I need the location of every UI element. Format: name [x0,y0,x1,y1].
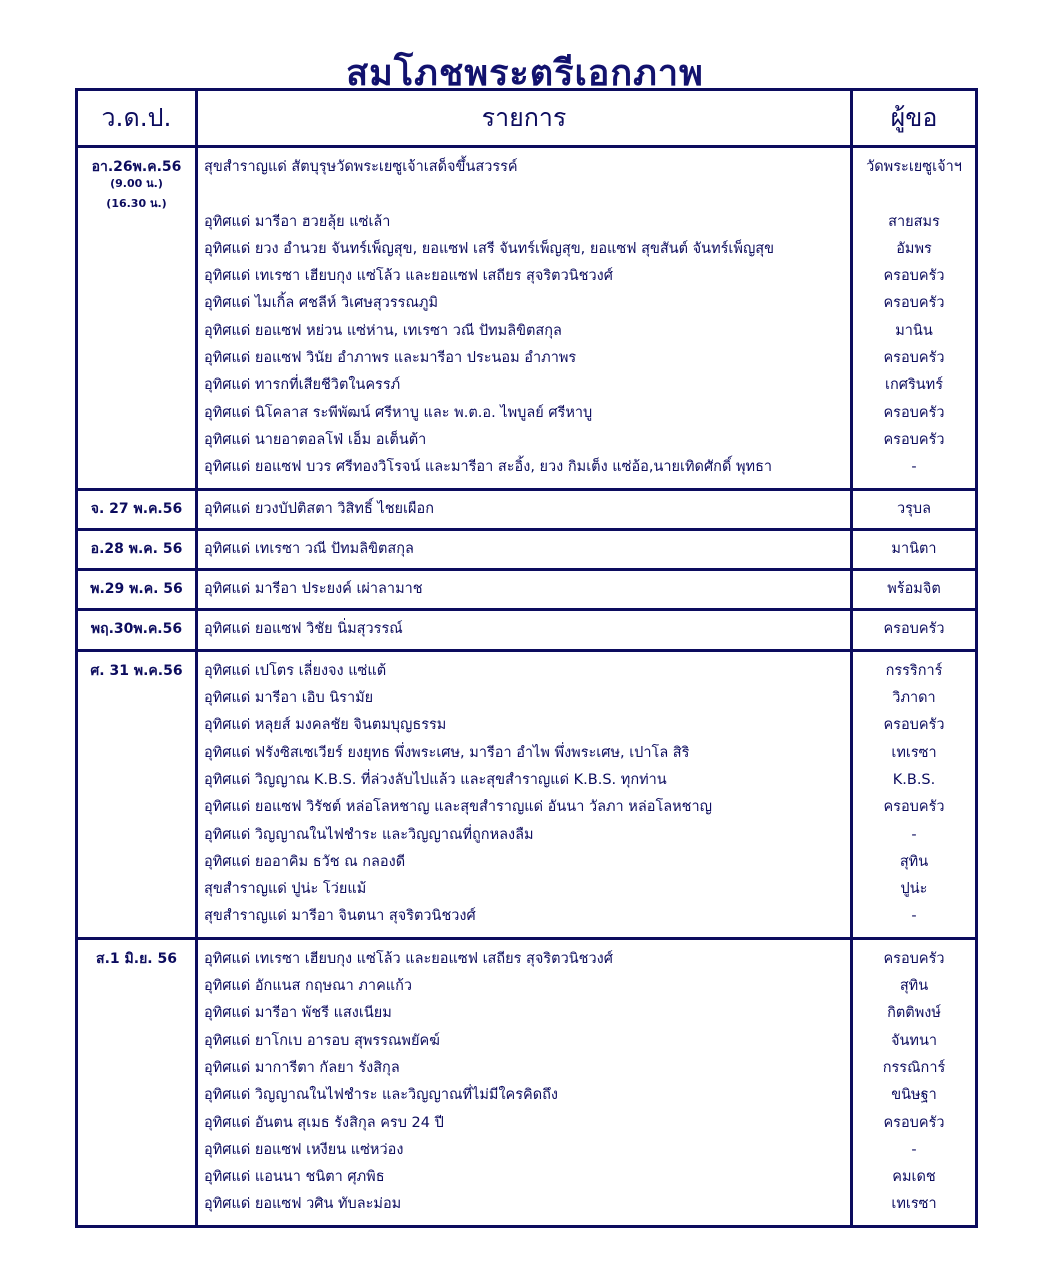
requester-cell [852,570,977,610]
intention-item: อุทิศแด่ เทเรซา เฮียบกุง แซ่โล้ว และยอแซฟ เสถียร สุจริตวนิชวงศ์ [204,950,613,967]
requester-name: ครอบครัว [883,621,945,638]
intention-item: อุทิศแด่ ยอแซฟ วิชัย นิ่มสุวรรณ์ [204,621,403,638]
intention-item: อุทิศแด่ นายอาตอลโฟ่ เอ็ม อเต็นต้า [204,431,427,448]
date-group [77,650,977,938]
requester-name: พร้อมจิต [887,581,941,598]
date-group [77,938,977,1226]
intention-item: สุขสำราญแด่ มารีอา จินตนา สุจริตวนิชวงศ์ [204,908,476,925]
requester-name: ครอบครัว [883,404,945,421]
requester-name: กรรณิการ์ [882,1059,946,1076]
requester-name: สุทิน [899,978,929,995]
requester-name: ครอบครัว [883,295,945,312]
requester-name: ครอบครัว [883,799,945,816]
intention-item: อุทิศแด่ มารีอา ฮวยลุ้ย แซ่เล้า [204,213,391,230]
mass-time: (9.00 น.) [110,177,163,191]
intention-item: อุทิศแด่ ยอแซฟ เหงียน แซ่หว่อง [204,1141,404,1158]
intention-item: สุขสำราญแด่ สัตบุรุษวัดพระเยซูเจ้าเสด็จขึ้นสวรรค์ [204,159,518,175]
date-label: พ.29 พ.ค. 56 [90,581,183,598]
intention-item: อุทิศแด่ แอนนา ชนิตา ศุภพิธ [204,1169,385,1186]
intention-item: อุทิศแด่ ยอแซฟ หย่วน แซ่ห่าน, เทเรซา วณี ปัทมลิขิตสกุล [204,322,562,339]
requester-name [857,181,971,208]
intention-item [204,181,846,208]
date-label: อ.28 พ.ค. 56 [90,540,183,557]
requester-name: มานิตา [891,540,937,557]
header-item: รายการ [197,90,852,147]
requester-name: คมเดช [892,1169,936,1186]
intention-item: อุทิศแด่ มารีอา เอิบ นิรามัย [204,690,374,707]
intention-item: อุทิศแด่ หลุยส์ มงคลชัย จินตมบุญธรรม [204,717,447,734]
intention-item: อุทิศแด่ มารีอา ประยงค์ เผ่าลามาช [204,581,423,598]
date-label: พฤ.30พ.ค.56 [90,621,183,638]
intention-item: อุทิศแด่ ยอแซฟ บวร ศรีทองวิโรจน์ และมารีอา สะอิ้ง, ยวง กิมเต็ง แซ่อ้อ,นายเทิดศักดิ์ พุทธา [204,459,773,476]
date-cell [77,529,197,569]
items-cell [197,610,852,650]
intention-item: อุทิศแด่ วิญญาณ K.B.S. ที่ล่วงลับไปแล้ว และสุขสำราญแด่ K.B.S. ทุกท่าน [204,771,667,788]
date-group [77,147,977,490]
requester-cell [852,610,977,650]
items-cell [197,529,852,569]
items-cell [197,147,852,490]
items-cell [197,938,852,1226]
requester-name: - [911,826,917,843]
intention-item: อุทิศแด่ เทเรซา วณี ปัทมลิขิตสกุล [204,540,414,557]
intention-item: อุทิศแด่ ไมเกิ้ล ศชลีห์ วิเศษสุวรรณภูมิ [204,295,439,312]
date-cell [77,570,197,610]
date-cell [77,650,197,938]
intention-item: อุทิศแด่ ยวง อำนวย จันทร์เพ็ญสุข, ยอแซฟ เสรี จันทร์เพ็ญสุข, ยอแซฟ สุขสันต์ จันทร์เพ็ญสุข [204,240,775,257]
requester-name: ครอบครัว [883,950,945,967]
intention-item: อุทิศแด่ ยวงบัปติสตา วิสิทธิ์ ไชยเผือก [204,500,434,517]
requester-cell [852,489,977,529]
requester-name: วัดพระเยซูเจ้าฯ [866,159,962,175]
requester-name: กรรริการ์ [885,662,943,679]
date-label: ศ. 31 พ.ค.56 [90,662,183,679]
date-cell [77,610,197,650]
intention-item: อุทิศแด่ นิโคลาส ระพีพัฒน์ ศรีหาบู และ พ.ต.อ. ไพบูลย์ ศรีหาบู [204,404,593,421]
page-title: สมโภชพระตรีเอกภาพ [346,52,704,94]
requester-cell [852,938,977,1226]
intention-item: อุทิศแด่ อักแนส กฤษณา ภาคแก้ว [204,978,413,995]
requester-name: - [911,459,917,476]
requester-cell [852,529,977,569]
date-cell [77,489,197,529]
date-group [77,610,977,650]
requester-name: ครอบครัว [883,717,945,734]
requester-name: เทเรซา [891,744,937,761]
intention-item: อุทิศแด่ ฟรังซิสเซเวียร์ ยงยุทธ พึ่งพระเศษ, มารีอา อำไพ พึ่งพระเศษ, เปาโล สิริ [204,744,690,761]
intention-item: อุทิศแด่ ยาโกเบ อารอบ สุพรรณพยัคฆ์ [204,1032,440,1049]
mass-time: (16.30 น.) [106,197,167,211]
intention-item: อุทิศแด่ วิญญาณในไฟชำระ และวิญญาณที่ถูกหลงลืม [204,826,534,843]
intention-item: อุทิศแด่ มารีอา พัชรี แสงเนียม [204,1005,392,1022]
items-cell [197,489,852,529]
requester-name: ครอบครัว [883,268,945,285]
requester-name: มานิน [895,322,933,339]
intention-item: อุทิศแด่ มาการีตา กัลยา รังสิกุล [204,1059,400,1076]
requester-name: ครอบครัว [883,431,945,448]
requester-name: ปูน่ะ [900,881,928,898]
items-cell [197,650,852,938]
requester-name: สุทิน [899,853,929,870]
date-label: อา.26พ.ค.56 [91,159,182,175]
intention-item: อุทิศแด่ ยอแซฟ วินัย อำภาพร และมารีอา ประนอม อำภาพร [204,350,577,367]
requester-name: - [911,1141,917,1158]
date-group [77,529,977,569]
requester-name: วิภาดา [892,690,936,707]
requester-name: วรุบล [896,500,932,517]
requester-name: จันทนา [890,1032,938,1049]
intention-item: อุทิศแด่ ยออาคิม ธวัช ณ กลองดี [204,853,406,870]
mass-intentions-table [75,88,978,1228]
intention-item: อุทิศแด่ อันตน สุเมธ รังสิกุล ครบ 24 ปี [204,1114,444,1131]
intention-item: อุทิศแด่ เปโตร เลี่ยงจง แซ่แต้ [204,662,387,679]
requester-name: - [911,908,917,925]
date-label: ส.1 มิ.ย. 56 [96,950,177,967]
header-date: ว.ด.ป. [77,90,197,147]
requester-name: เทเรซา [891,1196,937,1213]
items-cell [197,570,852,610]
date-label: จ. 27 พ.ค.56 [90,500,183,517]
date-group [77,570,977,610]
intention-item: อุทิศแด่ เทเรซา เฮียบกุง แซ่โล้ว และยอแซฟ เสถียร สุจริตวนิชวงศ์ [204,268,613,285]
requester-cell [852,147,977,490]
date-cell [77,938,197,1226]
requester-name: ครอบครัว [883,1114,945,1131]
requester-name: ครอบครัว [883,350,945,367]
intention-item: อุทิศแด่ วิญญาณในไฟชำระ และวิญญาณที่ไม่มีใครคิดถึง [204,1087,558,1104]
intention-item: อุทิศแด่ ยอแซฟ วิรัชต์ หล่อโลหชาญ และสุขสำราญแด่ อันนา วัลภา หล่อโลหชาญ [204,799,713,816]
requester-name: กิตติพงษ์ [887,1005,941,1022]
date-cell [77,147,197,490]
requester-cell [852,650,977,938]
date-group [77,489,977,529]
table-body [77,147,977,1227]
intention-item: อุทิศแด่ ยอแซฟ วศิน ทับละม่อม [204,1196,402,1213]
requester-name: เกศรินทร์ [885,377,943,394]
requester-name: สายสมร [888,213,940,230]
intention-item: สุขสำราญแด่ ปูน่ะ โว่ยแม้ [204,881,367,898]
requester-name: ขนิษฐา [891,1087,937,1104]
intention-item: อุทิศแด่ ทารกที่เสียชีวิตในครรภ์ [204,377,401,394]
requester-name: อัมพร [896,240,932,257]
requester-name: K.B.S. [892,771,936,788]
header-requester: ผู้ขอ [852,90,977,147]
header-row [77,90,977,147]
